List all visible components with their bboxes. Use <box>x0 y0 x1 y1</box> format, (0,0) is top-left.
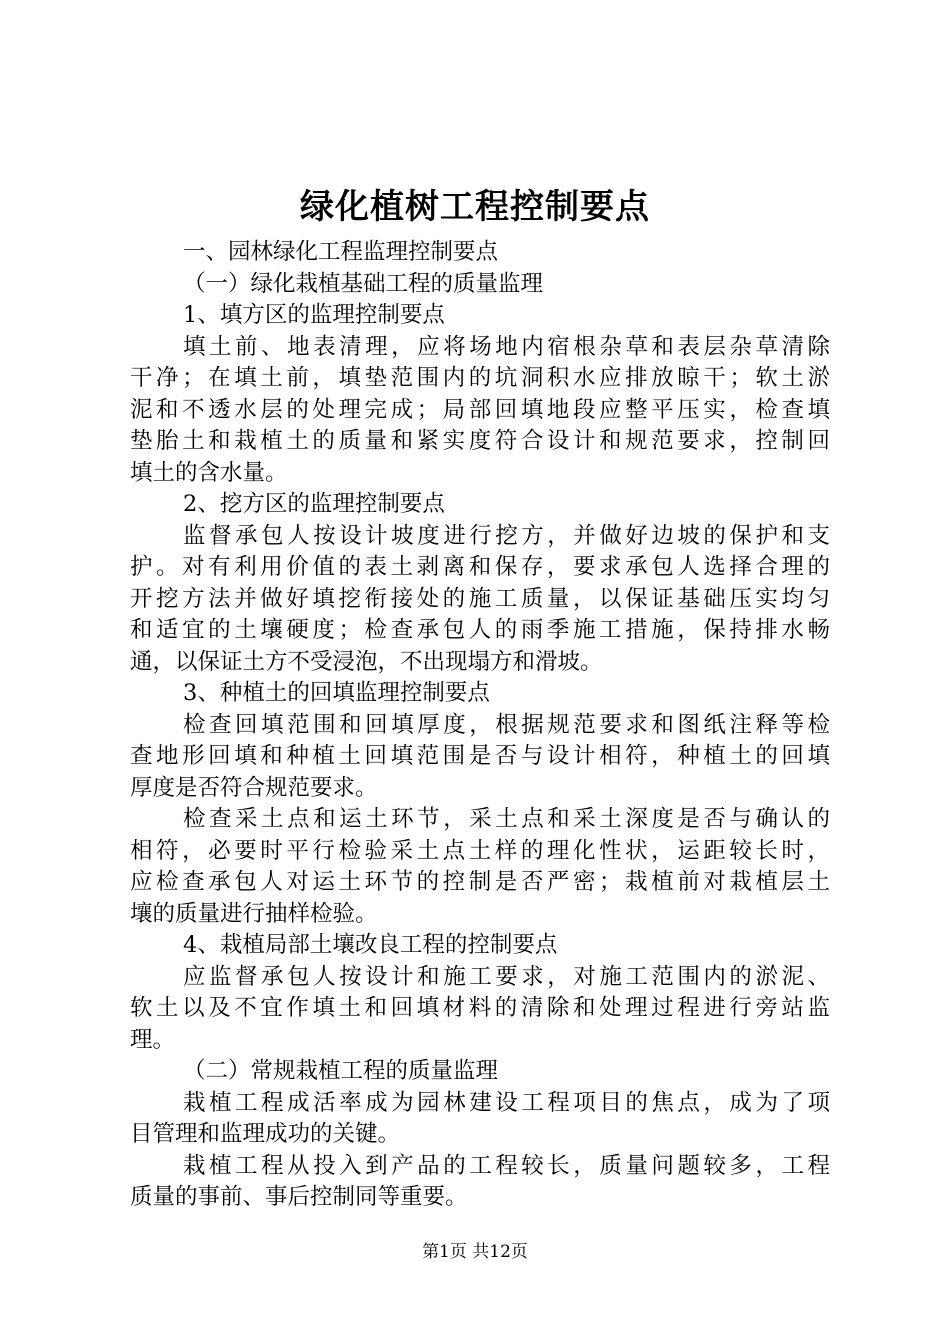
text-line: 2、挖方区的监理控制要点 <box>183 491 445 517</box>
text-line: 理。 <box>130 1026 176 1053</box>
page-footer: 第1页 共12页 <box>422 1242 528 1262</box>
text-line: 应检查承包人对运土环节的控制是否严密；栽植前对栽植层土 <box>130 869 830 895</box>
text-line: 查地形回填和种植土回填范围是否与设计相符，种植土的回填 <box>130 743 830 769</box>
text-line: 开挖方法并做好填挖衔接处的施工质量，以保证基础压实均匀 <box>130 585 830 612</box>
text-line: 4、栽植局部土壤改良工程的控制要点 <box>183 932 558 958</box>
text-line: 和适宜的土壤硬度；检查承包人的雨季施工措施，保持排水畅 <box>130 617 830 643</box>
text-line: 壤的质量进行抽样检验。 <box>130 900 378 927</box>
text-line: 栽植工程成活率成为园林建设工程项目的焦点，成为了项 <box>183 1089 830 1116</box>
text-line: 应监督承包人按设计和施工要求，对施工范围内的淤泥、 <box>183 963 830 990</box>
page-title: 绿化植树工程控制要点 <box>300 187 650 227</box>
text-line: 填土的含水量。 <box>130 459 288 486</box>
text-line: 检查采土点和运土环节，采土点和采土深度是否与确认的 <box>183 806 830 832</box>
text-line: 目管理和监理成功的关键。 <box>130 1121 401 1147</box>
text-line: （二）常规栽植工程的质量监理 <box>183 1058 499 1084</box>
text-line: 监督承包人按设计坡度进行挖方，并做好边坡的保护和支 <box>183 522 830 549</box>
text-line: 栽植工程从投入到产品的工程较长，质量问题较多，工程 <box>183 1152 830 1179</box>
text-line: 垫胎土和栽植土的质量和紧实度符合设计和规范要求，控制回 <box>130 428 830 454</box>
text-line: 一、园林绿化工程监理控制要点 <box>183 239 499 265</box>
document-body <box>130 237 830 1214</box>
text-line: 护。对有利用价值的表土剥离和保存，要求承包人选择合理的 <box>130 554 830 580</box>
text-line: 1、填方区的监理控制要点 <box>183 302 445 328</box>
text-line: 填土前、地表清理，应将场地内宿根杂草和表层杂草清除 <box>183 333 830 360</box>
text-line: （一）绿化栽植基础工程的质量监理 <box>183 270 544 297</box>
text-line: 干净；在填土前，填垫范围内的坑洞积水应排放晾干；软土淤 <box>130 365 830 391</box>
text-line: 相符，必要时平行检验采土点土样的理化性状，运距较长时， <box>130 837 830 864</box>
text-line: 软土以及不宜作填土和回填材料的清除和处理过程进行旁站监 <box>130 995 830 1021</box>
text-line: 厚度是否符合规范要求。 <box>130 774 378 801</box>
text-line: 通，以保证土方不受浸泡，不出现塌方和滑坡。 <box>130 648 603 675</box>
text-line: 泥和不透水层的处理完成；局部回填地段应整平压实，检查填 <box>130 396 830 423</box>
text-line: 质量的事前、事后控制同等重要。 <box>130 1184 468 1210</box>
text-line: 3、种植土的回填监理控制要点 <box>183 680 490 706</box>
text-line: 检查回填范围和回填厚度，根据规范要求和图纸注释等检 <box>183 711 830 738</box>
